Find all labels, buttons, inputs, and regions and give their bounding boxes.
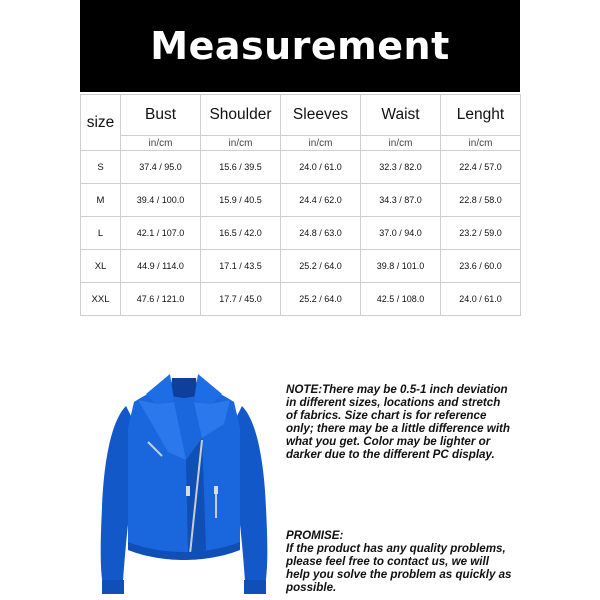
unit-label: in/cm (201, 136, 281, 151)
unit-row (81, 136, 521, 151)
table-cell: 37.4 / 95.0 (121, 151, 201, 184)
column-header-bust: Bust (121, 95, 201, 136)
table-cell: 37.0 / 94.0 (361, 217, 441, 250)
table-cell: 22.8 / 58.0 (441, 184, 521, 217)
unit-label: in/cm (441, 136, 521, 151)
table-row (81, 184, 521, 217)
table-cell: 47.6 / 121.0 (121, 283, 201, 316)
table-header-row (81, 95, 521, 136)
jacket-right-cuff (244, 580, 266, 594)
table-cell: 24.0 / 61.0 (441, 283, 521, 316)
size-chart-table (80, 94, 521, 316)
promise-heading: PROMISE: (286, 529, 344, 542)
unit-label: in/cm (361, 136, 441, 151)
table-cell: 24.8 / 63.0 (281, 217, 361, 250)
table-row (81, 217, 521, 250)
table-cell: 39.8 / 101.0 (361, 250, 441, 283)
table-row (81, 151, 521, 184)
table-cell: 42.5 / 108.0 (361, 283, 441, 316)
table-cell: 39.4 / 100.0 (121, 184, 201, 217)
table-cell: 42.1 / 107.0 (121, 217, 201, 250)
table-row (81, 250, 521, 283)
table-cell: 24.0 / 61.0 (281, 151, 361, 184)
jacket-zipper-pull (186, 486, 190, 496)
unit-label: in/cm (121, 136, 201, 151)
blue-jacket-image (98, 368, 270, 598)
table-cell: 23.6 / 60.0 (441, 250, 521, 283)
column-header-waist: Waist (361, 95, 441, 136)
table-cell: 25.2 / 64.0 (281, 283, 361, 316)
table-cell: 25.2 / 64.0 (281, 250, 361, 283)
table-cell: 17.1 / 43.5 (201, 250, 281, 283)
column-header-length: Lenght (441, 95, 521, 136)
size-label: L (81, 217, 121, 250)
title-banner (80, 0, 520, 92)
table-cell: 15.6 / 39.5 (201, 151, 281, 184)
table-cell: 44.9 / 114.0 (121, 250, 201, 283)
table-cell: 22.4 / 57.0 (441, 151, 521, 184)
table-cell: 23.2 / 59.0 (441, 217, 521, 250)
promise-body: If the product has any quality problems, please feel free to contact us, we will help you solve the problem as quickly as possible. (286, 542, 512, 595)
page-title: Measurement (150, 24, 450, 68)
unit-label: in/cm (281, 136, 361, 151)
size-label: M (81, 184, 121, 217)
jacket-pocket-zip-pull (214, 486, 218, 494)
column-header-shoulder: Shoulder (201, 95, 281, 136)
size-label: XXL (81, 283, 121, 316)
jacket-left-cuff (102, 580, 124, 594)
size-label: XL (81, 250, 121, 283)
table-row (81, 283, 521, 316)
jacket-collar-inner (170, 378, 198, 398)
table-cell: 16.5 / 42.0 (201, 217, 281, 250)
size-note: NOTE:There may be 0.5-1 inch deviation in different sizes, locations and stretch of fabrics. Size chart is for reference only; there may be a little difference with what you get. Color may be lighter or darker due to the different PC display. (286, 383, 510, 462)
table-cell: 24.4 / 62.0 (281, 184, 361, 217)
table-cell: 34.3 / 87.0 (361, 184, 441, 217)
size-label: S (81, 151, 121, 184)
table-cell: 17.7 / 45.0 (201, 283, 281, 316)
table-cell: 32.3 / 82.0 (361, 151, 441, 184)
column-header-sleeves: Sleeves (281, 95, 361, 136)
promise-block (286, 529, 512, 594)
table-cell: 15.9 / 40.5 (201, 184, 281, 217)
size-column-header: size (81, 95, 121, 151)
